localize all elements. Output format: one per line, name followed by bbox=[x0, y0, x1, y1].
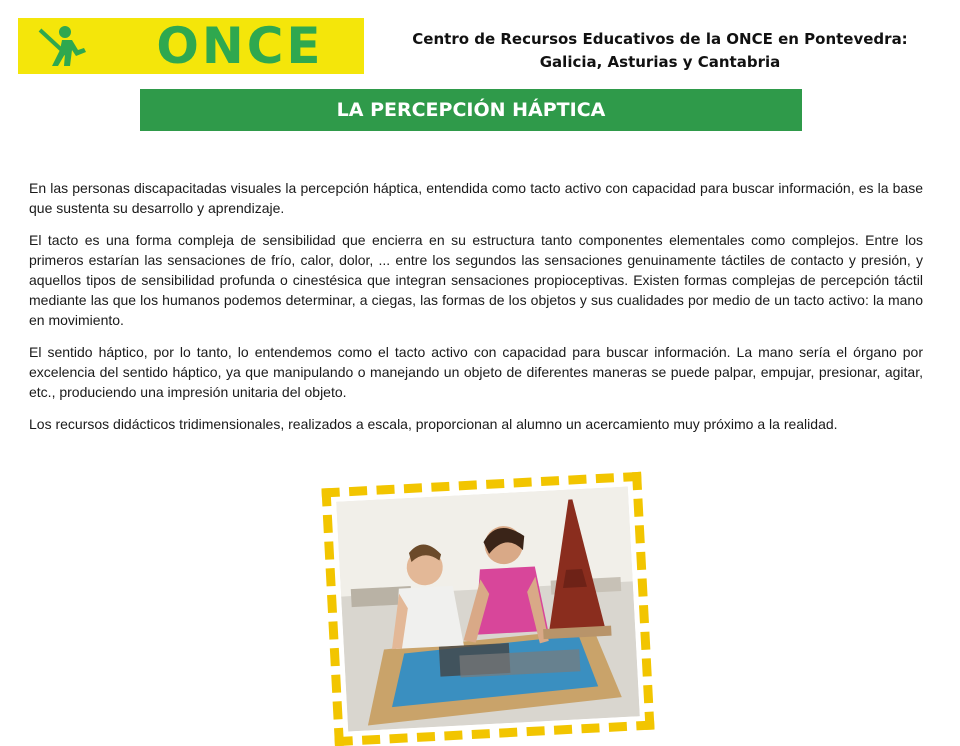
header-title bbox=[380, 28, 940, 74]
article-body bbox=[29, 178, 923, 446]
paragraph: Los recursos didácticos tridimensionales, realizados a escala, proporcionan al alumno un acercamiento muy próximo a la realidad. bbox=[29, 416, 838, 432]
page-title: LA PERCEPCIÓN HÁPTICA bbox=[140, 89, 802, 131]
person-with-cane-icon bbox=[32, 24, 112, 68]
header-line-1: Centro de Recursos Educativos de la ONCE en Pontevedra: bbox=[412, 30, 908, 48]
photo-frame bbox=[321, 472, 654, 746]
paragraph: El tacto es una forma compleja de sensibilidad que encierra en su estructura tanto componentes elementales como complejos. Entre los primeros estarían las sensaciones de frío, calor, dolor, ... entre los segundos las sensaciones genuinamente táctiles de contacto y presión, y aquellos tipos de sensibilidad profunda o cinestésica que integran sensaciones propioceptivas. Existen formas complejas de percepción táctil mediante las que los humanos podemos determinar, a ciegas, las formas de los objetos y sus cualidades por medio de un tacto activo: la mano en movimiento. bbox=[29, 232, 923, 328]
header-line-2: Galicia, Asturias y Cantabria bbox=[539, 53, 781, 71]
once-logo bbox=[18, 18, 364, 74]
paragraph: En las personas discapacitadas visuales la percepción háptica, entendida como tacto activo con capacidad para buscar información, es la base que sustenta su desarrollo y aprendizaje. bbox=[29, 180, 923, 216]
paragraph: El sentido háptico, por lo tanto, lo entendemos como el tacto activo con capacidad para buscar información. La mano sería el órgano por excelencia del sentido háptico, ya que manipulando o manejando un objeto de diferentes maneras se puede palpar, empujar, presionar, agitar, etc., produciendo una impresión unitaria del objeto. bbox=[29, 344, 923, 400]
photo-children-tactile-model bbox=[336, 487, 640, 732]
logo-text: ONCE bbox=[156, 17, 324, 75]
